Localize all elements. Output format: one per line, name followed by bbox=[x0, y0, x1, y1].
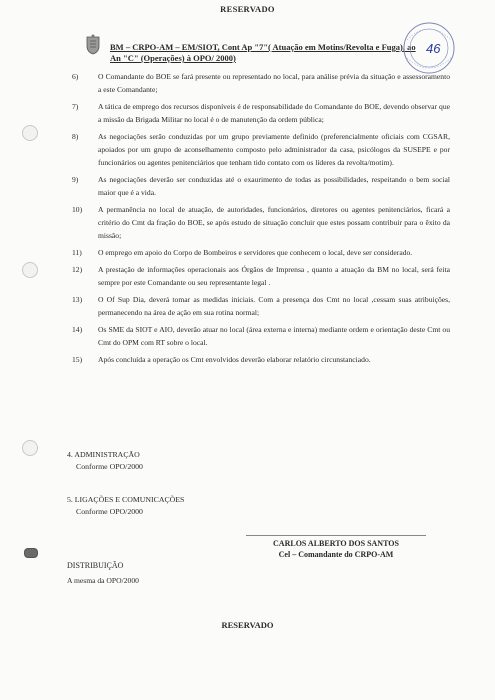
footer-classification: RESERVADO bbox=[221, 620, 274, 630]
coat-of-arms-icon bbox=[84, 34, 102, 56]
section-detail: Conforme OPO/2000 bbox=[76, 462, 143, 471]
items-list bbox=[72, 70, 450, 370]
section-title: 5. LIGAÇÕES E COMUNICAÇÕES bbox=[67, 495, 185, 504]
punch-hole bbox=[22, 440, 38, 456]
stamp-folio: 46 bbox=[426, 41, 441, 56]
header-classification: RESERVADO bbox=[220, 4, 275, 14]
list-item: 9) As negociações deverão ser conduzidas até o exaurimento de todas as possibilidades, respeitando o bem social maior que é a vida. bbox=[72, 175, 450, 197]
list-item: 12) A prestação de informações operacionais aos Órgãos de Imprensa , quanto a atuação da BM no local, será feita sempre por este Comandante ou seu representante legal . bbox=[72, 265, 450, 287]
distribution-detail: A mesma da OPO/2000 bbox=[67, 576, 139, 585]
section-detail: Conforme OPO/2000 bbox=[76, 507, 143, 516]
section-ligacoes bbox=[67, 495, 184, 516]
distribution-title: DISTRIBUIÇÃO bbox=[67, 561, 124, 570]
header-title-line-2: An "C" (Operações) à OPO/ 2000) bbox=[110, 53, 236, 63]
list-item: 15) Após concluída a operação os Cmt envolvidos deverão elaborar relatório circunstanciado. bbox=[72, 355, 371, 364]
list-item: 7) A tática de emprego dos recursos disponíveis é de responsabilidade do Comandante do BOE, devendo observar que a missão da Brigada Militar no local é o de manutenção da ordem pública; bbox=[72, 102, 450, 124]
distribution-section bbox=[67, 561, 139, 585]
signatory-role: Cel – Comandante do CRPO-AM bbox=[278, 550, 394, 559]
signatory-name: CARLOS ALBERTO DOS SANTOS bbox=[273, 539, 399, 548]
list-item: 8) As negociações serão conduzidas por um grupo previamente definido (preferencialmente oficiais com CGSAR, apoiados por um grupo de aconselhamento composto pelo administrador da casa, psicólogos da SUSEPE e por funcionários ou agentes penitenciários que tenham tido contato com os líderes da revolta/motim). bbox=[72, 132, 450, 167]
signature-block bbox=[246, 538, 426, 560]
signature-line bbox=[246, 535, 426, 536]
list-item: 10) A permanência no local de atuação, de autoridades, funcionários, diretores ou agentes penitenciários, ficará a critério do Cmt da fração do BOE, se após estudo de situação concluir que estes possam contribuir para o êxito da missão; bbox=[72, 205, 450, 240]
section-title: 4. ADMINISTRAÇÃO bbox=[67, 450, 140, 459]
list-item: 6) O Comandante do BOE se fará presente ou representado no local, para análise prévia da situação e assessoramento a este Comandante; bbox=[72, 72, 450, 94]
punch-hole bbox=[22, 262, 38, 278]
list-item: 14) Os SME da SIOT e AIO, deverão atuar no local (área externa e interna) mediante ordem e orientação deste Cmt ou Cmt do OPM com RT sobre o local. bbox=[72, 325, 450, 347]
list-item: 11) O emprego em apoio do Corpo de Bombeiros e servidores que conhecem o local, deve ser considerado. bbox=[72, 248, 413, 257]
list-item: 13) O Of Sup Dia, deverá tomar as medidas iniciais. Com a presença dos Cmt no local ,cessam suas atribuições, permanecendo na área de ação em sua rotina normal; bbox=[72, 295, 450, 317]
section-administracao bbox=[67, 450, 143, 471]
punch-hole bbox=[22, 125, 38, 141]
header-title-line-1: BM – CRPO-AM – EM/SIOT, Cont Ap "7"( Atuação em Motins/Revolta e Fuga), ao bbox=[110, 42, 416, 52]
punch-hole bbox=[24, 548, 38, 558]
